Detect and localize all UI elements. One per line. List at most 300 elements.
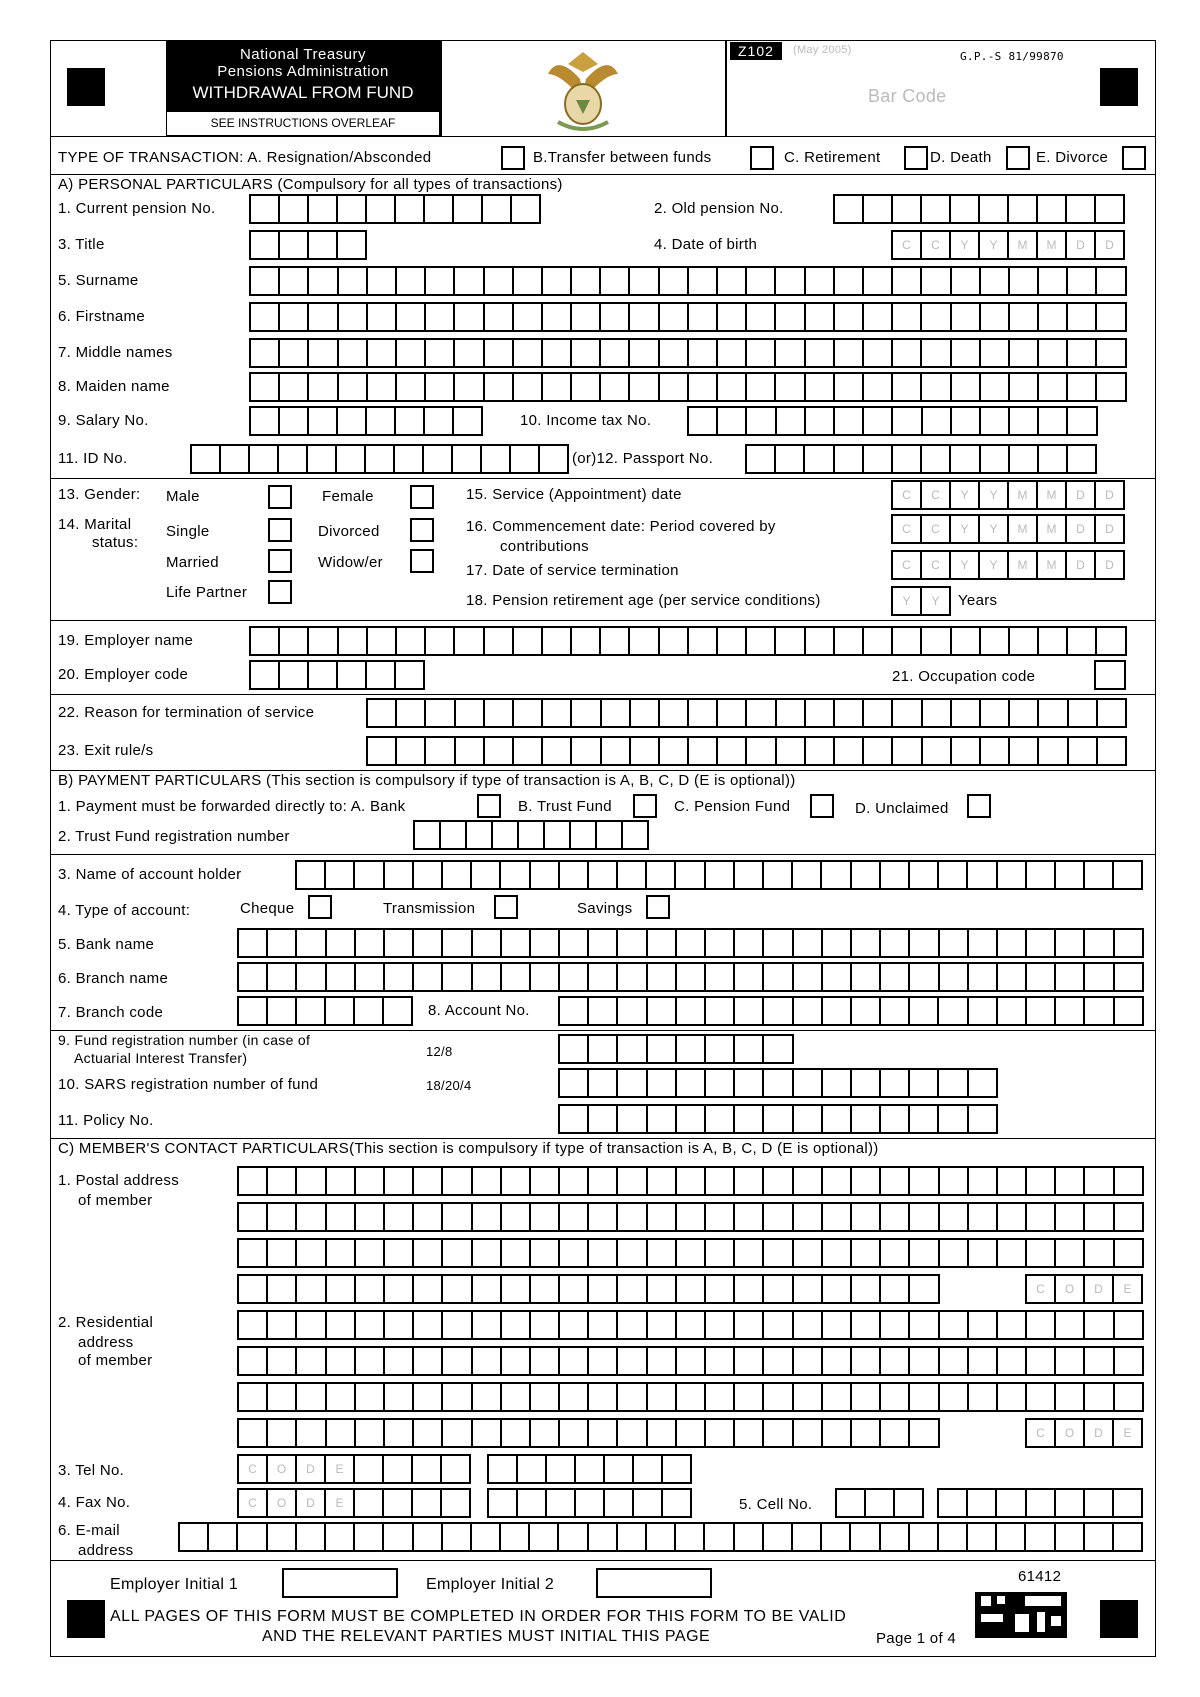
char-cell[interactable] [1027,1384,1056,1410]
char-cell[interactable] [502,1276,531,1302]
char-cell[interactable] [339,340,368,366]
char-cell[interactable]: O [1056,1420,1085,1446]
char-cell[interactable] [952,304,981,330]
char-cell[interactable]: E [326,1456,355,1482]
married-checkbox[interactable] [268,549,292,573]
char-cell[interactable] [1010,628,1039,654]
char-cell[interactable] [560,1240,589,1266]
char-cell[interactable] [747,340,776,366]
char-cell[interactable] [1039,304,1068,330]
char-cell[interactable] [426,304,455,330]
char-cell[interactable] [467,822,493,848]
char-cell[interactable] [910,1168,939,1194]
char-cell[interactable] [454,196,483,222]
char-cell[interactable] [327,1420,356,1446]
char-cell[interactable] [1039,628,1068,654]
char-cell[interactable] [706,1070,735,1096]
char-cell[interactable] [473,1240,502,1266]
char-cell[interactable] [601,374,630,400]
tx-divorce-checkbox[interactable] [1122,146,1146,170]
char-cell[interactable] [543,738,572,764]
char-cell[interactable] [735,1204,764,1230]
char-cell[interactable] [648,1240,677,1266]
char-cell[interactable] [1115,1204,1144,1230]
char-cell[interactable] [618,998,647,1024]
char-cell[interactable] [280,408,309,434]
postal-line-1[interactable] [237,1166,1144,1196]
char-cell[interactable] [677,1036,706,1062]
char-cell[interactable] [823,1106,852,1132]
char-cell[interactable] [660,738,689,764]
char-cell[interactable] [1069,738,1098,764]
char-cell[interactable] [239,1384,268,1410]
char-cell[interactable]: M [1038,232,1067,258]
char-cell[interactable] [485,268,514,294]
char-cell[interactable]: D [1096,552,1125,578]
char-cell[interactable] [368,738,397,764]
char-cell[interactable] [502,1420,531,1446]
char-cell[interactable] [677,964,706,990]
char-cell[interactable] [660,304,689,330]
char-cell[interactable] [735,1384,764,1410]
char-cell[interactable] [735,1070,764,1096]
char-cell[interactable] [852,1384,881,1410]
char-cell[interactable] [952,340,981,366]
char-cell[interactable] [618,1524,647,1550]
char-cell[interactable] [618,1204,647,1230]
cheque-checkbox[interactable] [308,895,332,919]
char-cell[interactable] [647,862,676,888]
char-cell[interactable] [940,1384,969,1410]
char-cell[interactable] [706,1106,735,1132]
char-cell[interactable] [806,738,835,764]
char-cell[interactable] [514,340,543,366]
char-cell[interactable] [268,930,297,956]
postal-code-input[interactable] [1025,1274,1143,1304]
employer-initial-2-input[interactable] [596,1568,712,1598]
char-cell[interactable] [776,304,805,330]
employer-name-input[interactable] [249,626,1127,656]
char-cell[interactable] [1056,930,1085,956]
char-cell[interactable] [618,1036,647,1062]
char-cell[interactable] [396,408,425,434]
char-cell[interactable] [239,1348,268,1374]
char-cell[interactable] [776,268,805,294]
char-cell[interactable] [923,738,952,764]
char-cell[interactable] [502,1384,531,1410]
char-cell[interactable] [366,446,395,472]
char-cell[interactable] [893,304,922,330]
char-cell[interactable] [981,340,1010,366]
char-cell[interactable] [1068,268,1097,294]
char-cell[interactable] [514,268,543,294]
widow-checkbox[interactable] [410,549,434,573]
char-cell[interactable]: C [239,1490,268,1516]
char-cell[interactable] [1010,738,1039,764]
char-cell[interactable] [589,1276,618,1302]
char-cell[interactable] [251,662,280,688]
char-cell[interactable] [543,628,572,654]
char-cell[interactable] [297,1524,326,1550]
char-cell[interactable] [456,700,485,726]
char-cell[interactable] [472,1524,501,1550]
char-cell[interactable] [618,1106,647,1132]
char-cell[interactable] [998,998,1027,1024]
char-cell[interactable] [677,1070,706,1096]
char-cell[interactable] [601,340,630,366]
char-cell[interactable] [881,1276,910,1302]
char-cell[interactable] [1027,1312,1056,1338]
char-cell[interactable]: E [326,1490,355,1516]
char-cell[interactable] [677,1348,706,1374]
char-cell[interactable] [776,446,805,472]
char-cell[interactable] [881,1420,910,1446]
char-cell[interactable] [1085,1490,1114,1516]
char-cell[interactable]: D [1096,482,1125,508]
char-cell[interactable] [706,1036,735,1062]
char-cell[interactable] [1096,196,1125,222]
char-cell[interactable] [689,340,718,366]
char-cell[interactable] [385,930,414,956]
char-cell[interactable] [940,1240,969,1266]
char-cell[interactable] [279,446,308,472]
char-cell[interactable] [1085,1240,1114,1266]
current-pension-input[interactable] [249,194,541,224]
char-cell[interactable] [1115,930,1144,956]
char-cell[interactable] [864,374,893,400]
char-cell[interactable] [338,196,367,222]
char-cell[interactable] [489,1456,518,1482]
char-cell[interactable] [560,964,589,990]
char-cell[interactable] [893,268,922,294]
char-cell[interactable] [864,446,893,472]
char-cell[interactable] [1098,738,1127,764]
char-cell[interactable] [268,1240,297,1266]
char-cell[interactable]: E [1114,1420,1143,1446]
char-cell[interactable] [543,304,572,330]
char-cell[interactable] [881,1106,910,1132]
char-cell[interactable] [864,700,893,726]
char-cell[interactable] [866,1490,895,1516]
char-cell[interactable] [221,446,250,472]
char-cell[interactable] [852,1106,881,1132]
char-cell[interactable] [864,196,893,222]
char-cell[interactable] [338,662,367,688]
char-cell[interactable] [864,340,893,366]
char-cell[interactable]: D [297,1490,326,1516]
char-cell[interactable] [589,964,618,990]
salary-no-input[interactable] [249,406,483,436]
char-cell[interactable] [706,1240,735,1266]
char-cell[interactable] [309,408,338,434]
char-cell[interactable] [268,964,297,990]
char-cell[interactable] [806,304,835,330]
surname-input[interactable] [249,266,1127,296]
char-cell[interactable] [623,822,649,848]
char-cell[interactable] [998,1204,1027,1230]
char-cell[interactable] [455,628,484,654]
char-cell[interactable] [327,930,356,956]
exit-rules-input[interactable] [366,736,1127,766]
char-cell[interactable] [998,930,1027,956]
char-cell[interactable] [969,1348,998,1374]
char-cell[interactable] [648,1036,677,1062]
char-cell[interactable] [910,998,939,1024]
char-cell[interactable] [910,1106,939,1132]
char-cell[interactable] [426,628,455,654]
char-cell[interactable] [805,446,834,472]
residential-code-input[interactable] [1025,1418,1143,1448]
char-cell[interactable] [501,862,530,888]
char-cell[interactable] [893,340,922,366]
char-cell[interactable] [776,340,805,366]
char-cell[interactable] [326,998,355,1024]
char-cell[interactable] [545,822,571,848]
char-cell[interactable] [1114,862,1143,888]
char-cell[interactable] [922,340,951,366]
char-cell[interactable] [1056,1312,1085,1338]
char-cell[interactable] [473,1348,502,1374]
char-cell[interactable] [540,446,569,472]
char-cell[interactable] [689,408,718,434]
passport-input[interactable] [745,444,1097,474]
char-cell[interactable] [837,1490,866,1516]
char-cell[interactable] [443,862,472,888]
char-cell[interactable] [327,964,356,990]
cell-code-input[interactable] [835,1488,924,1518]
char-cell[interactable] [1097,304,1126,330]
char-cell[interactable] [1085,1348,1114,1374]
char-cell[interactable] [356,930,385,956]
branch-name-input[interactable] [237,962,1144,992]
char-cell[interactable] [951,446,980,472]
char-cell[interactable] [851,1524,880,1550]
char-cell[interactable] [355,1524,384,1550]
char-cell[interactable] [806,268,835,294]
char-cell[interactable] [881,1384,910,1410]
char-cell[interactable] [1114,1524,1143,1550]
char-cell[interactable] [794,1168,823,1194]
char-cell[interactable] [735,1524,764,1550]
retirement-age-input[interactable] [891,586,951,616]
char-cell[interactable] [501,1524,530,1550]
char-cell[interactable] [677,1106,706,1132]
char-cell[interactable]: Y [922,588,951,614]
char-cell[interactable] [998,1348,1027,1374]
char-cell[interactable] [630,304,659,330]
char-cell[interactable] [969,1106,998,1132]
char-cell[interactable] [1098,700,1127,726]
pay-pension-checkbox[interactable] [810,794,834,818]
char-cell[interactable] [952,268,981,294]
char-cell[interactable] [660,700,689,726]
char-cell[interactable] [1039,374,1068,400]
char-cell[interactable] [572,738,601,764]
char-cell[interactable] [297,1276,326,1302]
char-cell[interactable] [677,930,706,956]
char-cell[interactable] [940,1348,969,1374]
tx-resignation-checkbox[interactable] [501,146,525,170]
char-cell[interactable] [597,822,623,848]
char-cell[interactable] [1026,1524,1055,1550]
char-cell[interactable] [268,1168,297,1194]
char-cell[interactable] [881,1168,910,1194]
char-cell[interactable] [280,196,309,222]
char-cell[interactable] [852,998,881,1024]
service-date-input[interactable] [891,480,1125,510]
char-cell[interactable] [648,1348,677,1374]
char-cell[interactable] [835,408,864,434]
char-cell[interactable] [531,862,560,888]
char-cell[interactable] [514,374,543,400]
char-cell[interactable] [531,930,560,956]
char-cell[interactable] [881,930,910,956]
income-tax-input[interactable] [687,406,1098,436]
char-cell[interactable] [589,1168,618,1194]
char-cell[interactable] [852,862,881,888]
char-cell[interactable] [823,964,852,990]
char-cell[interactable] [1114,1490,1143,1516]
char-cell[interactable] [414,1348,443,1374]
char-cell[interactable] [489,1490,518,1516]
char-cell[interactable] [910,964,939,990]
char-cell[interactable]: D [1096,232,1125,258]
char-cell[interactable] [367,196,396,222]
char-cell[interactable] [910,1240,939,1266]
char-cell[interactable] [852,1420,881,1446]
char-cell[interactable] [940,964,969,990]
char-cell[interactable] [747,268,776,294]
char-cell[interactable] [560,1312,589,1338]
char-cell[interactable] [777,700,806,726]
char-cell[interactable] [547,1490,576,1516]
char-cell[interactable] [384,1524,413,1550]
char-cell[interactable] [531,1276,560,1302]
char-cell[interactable] [355,998,384,1024]
char-cell[interactable] [397,628,426,654]
char-cell[interactable] [453,446,482,472]
char-cell[interactable] [239,1312,268,1338]
char-cell[interactable] [881,998,910,1024]
char-cell[interactable] [706,862,735,888]
char-cell[interactable] [893,408,922,434]
char-cell[interactable] [764,1240,793,1266]
char-cell[interactable] [251,196,280,222]
char-cell[interactable] [280,662,309,688]
char-cell[interactable] [589,1348,618,1374]
male-checkbox[interactable] [268,485,292,509]
char-cell[interactable] [280,374,309,400]
char-cell[interactable] [823,1312,852,1338]
middle-names-input[interactable] [249,338,1127,368]
char-cell[interactable] [239,930,268,956]
tx-retirement-checkbox[interactable] [904,146,928,170]
char-cell[interactable] [981,700,1010,726]
char-cell[interactable] [923,700,952,726]
char-cell[interactable] [998,1240,1027,1266]
char-cell[interactable] [280,628,309,654]
char-cell[interactable] [969,1204,998,1230]
char-cell[interactable] [764,1420,793,1446]
char-cell[interactable] [326,862,355,888]
char-cell[interactable] [922,628,951,654]
char-cell[interactable] [895,1490,924,1516]
char-cell[interactable] [1056,862,1085,888]
char-cell[interactable] [735,1348,764,1374]
char-cell[interactable] [981,268,1010,294]
char-cell[interactable] [1115,1168,1144,1194]
char-cell[interactable] [706,964,735,990]
char-cell[interactable]: D [1067,552,1096,578]
char-cell[interactable] [969,1312,998,1338]
char-cell[interactable] [530,1524,559,1550]
char-cell[interactable] [502,1348,531,1374]
char-cell[interactable] [747,700,776,726]
char-cell[interactable] [881,1348,910,1374]
char-cell[interactable] [893,196,922,222]
fund-reg-input[interactable] [558,1034,794,1064]
char-cell[interactable] [968,862,997,888]
char-cell[interactable]: O [1056,1276,1085,1302]
char-cell[interactable] [939,1490,968,1516]
char-cell[interactable] [794,1240,823,1266]
char-cell[interactable] [1056,1490,1085,1516]
char-cell[interactable] [368,268,397,294]
char-cell[interactable]: D [1067,232,1096,258]
char-cell[interactable] [1085,1312,1114,1338]
char-cell[interactable] [794,1070,823,1096]
char-cell[interactable] [997,1490,1026,1516]
char-cell[interactable] [543,700,572,726]
pay-unclaimed-checkbox[interactable] [967,794,991,818]
char-cell[interactable] [852,964,881,990]
branch-code-input[interactable] [237,996,413,1026]
char-cell[interactable] [589,930,618,956]
char-cell[interactable] [776,628,805,654]
char-cell[interactable] [1068,446,1097,472]
char-cell[interactable] [618,1168,647,1194]
char-cell[interactable] [456,738,485,764]
char-cell[interactable] [356,1312,385,1338]
char-cell[interactable] [998,1312,1027,1338]
char-cell[interactable] [1115,998,1144,1024]
char-cell[interactable] [268,1420,297,1446]
char-cell[interactable] [922,304,951,330]
char-cell[interactable] [473,1312,502,1338]
char-cell[interactable] [764,1384,793,1410]
char-cell[interactable] [981,408,1010,434]
char-cell[interactable] [764,1204,793,1230]
char-cell[interactable] [910,1312,939,1338]
char-cell[interactable] [1027,998,1056,1024]
char-cell[interactable] [518,1490,547,1516]
char-cell[interactable] [940,1204,969,1230]
char-cell[interactable] [572,304,601,330]
transmission-checkbox[interactable] [494,895,518,919]
char-cell[interactable] [443,1384,472,1410]
char-cell[interactable] [502,964,531,990]
char-cell[interactable] [385,1168,414,1194]
char-cell[interactable] [718,304,747,330]
char-cell[interactable] [1097,628,1126,654]
char-cell[interactable] [473,1276,502,1302]
char-cell[interactable] [634,1490,663,1516]
char-cell[interactable] [560,930,589,956]
char-cell[interactable] [414,862,443,888]
char-cell[interactable] [648,1168,677,1194]
residential-line-2[interactable] [237,1346,1144,1376]
char-cell[interactable] [268,1204,297,1230]
